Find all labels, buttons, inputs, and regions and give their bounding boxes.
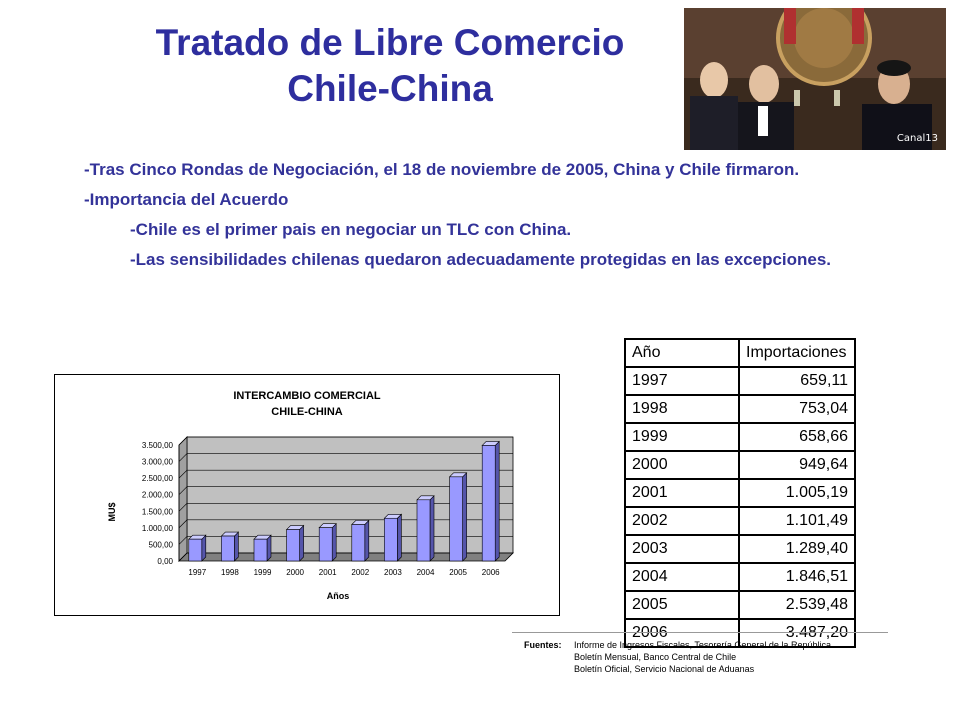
- cell-year: 1999: [625, 423, 739, 451]
- chart-container: [54, 374, 560, 616]
- cell-year: 2002: [625, 507, 739, 535]
- bar-side: [202, 535, 206, 561]
- cell-imports: 3.487,20: [739, 619, 855, 647]
- cell-imports: 1.005,19: [739, 479, 855, 507]
- bullet-importance: -Importancia del Acuerdo: [84, 190, 289, 209]
- bar-side: [495, 441, 499, 561]
- table-header-row: [625, 339, 855, 367]
- cell-imports: 949,64: [739, 451, 855, 479]
- y-tick-label: 1.000,00: [141, 523, 173, 533]
- y-tick-label: 1.500,00: [141, 507, 173, 517]
- table-row: [625, 367, 855, 395]
- sources-footer: [512, 632, 888, 675]
- cell-imports: 659,11: [739, 367, 855, 395]
- bar: [482, 445, 495, 561]
- x-tick-label: 2000: [286, 568, 304, 577]
- table-row: [625, 535, 855, 563]
- source-item: Informe de Ingresos Fiscales, Tesorería General de la República.: [574, 640, 834, 650]
- x-tick-label: 2004: [416, 568, 435, 577]
- plot-side-wall: [179, 437, 187, 561]
- title-line-2: Chile-China: [287, 68, 493, 109]
- x-tick-label: 2005: [449, 568, 467, 577]
- table-row: [625, 423, 855, 451]
- y-tick-label: 3.500,00: [141, 441, 173, 450]
- cell-imports: 1.289,40: [739, 535, 855, 563]
- bar: [450, 477, 463, 561]
- x-tick-label: 2003: [384, 568, 402, 577]
- sources-label: Fuentes:: [524, 640, 562, 650]
- cell-imports: 658,66: [739, 423, 855, 451]
- y-axis-label: MU$: [107, 502, 117, 522]
- bullet-first-country: -Chile es el primer pais en negociar un TLC con China.: [130, 220, 572, 239]
- bar-side: [234, 532, 238, 561]
- header-year: Año: [625, 339, 739, 367]
- x-tick-label: 2002: [351, 568, 370, 577]
- cell-year: 2006: [625, 619, 739, 647]
- chart-subtitle: CHILE-CHINA: [271, 406, 343, 418]
- chart-title: INTERCAMBIO COMERCIAL: [233, 390, 381, 402]
- bar-side: [430, 496, 434, 561]
- table-row: [625, 563, 855, 591]
- header-imports: Importaciones: [739, 339, 855, 367]
- photo-illustration: [684, 8, 946, 150]
- y-tick-label: 3.000,00: [141, 457, 173, 467]
- cell-imports: 2.539,48: [739, 591, 855, 619]
- cell-year: 2001: [625, 479, 739, 507]
- chart-marks: [142, 437, 513, 577]
- x-tick-label: 1999: [253, 568, 272, 577]
- bullet-list: [84, 158, 864, 278]
- bar-side: [332, 524, 336, 561]
- table-row: [625, 591, 855, 619]
- x-tick-label: 1998: [221, 568, 239, 577]
- bullet-sensitivities: -Las sensibilidades chilenas quedaron adecuadamente protegidas en las excepciones.: [130, 250, 832, 269]
- cell-year: 1998: [625, 395, 739, 423]
- bar-side: [267, 535, 271, 561]
- cell-year: 1997: [625, 367, 739, 395]
- bar: [221, 536, 234, 561]
- cell-imports: 1.846,51: [739, 563, 855, 591]
- bar-chart: [55, 375, 559, 615]
- x-tick-label: 1997: [188, 568, 207, 577]
- y-tick-label: 0,00: [157, 557, 173, 566]
- signing-photo: [684, 8, 946, 150]
- bar: [254, 539, 267, 561]
- bar: [417, 500, 430, 561]
- table-row: [625, 395, 855, 423]
- cell-imports: 1.101,49: [739, 507, 855, 535]
- bar-side: [463, 473, 467, 561]
- cell-year: 2004: [625, 563, 739, 591]
- bar-side: [397, 514, 401, 561]
- imports-table: [624, 338, 856, 648]
- cell-year: 2005: [625, 591, 739, 619]
- table-row: [625, 507, 855, 535]
- y-tick-label: 2.500,00: [141, 474, 173, 484]
- x-tick-label: 2006: [481, 568, 500, 577]
- source-item: Boletín Oficial, Servicio Nacional de Aduanas: [574, 664, 755, 674]
- table-row: [625, 451, 855, 479]
- bar-side: [365, 520, 369, 561]
- bar: [319, 528, 332, 561]
- cell-year: 2003: [625, 535, 739, 563]
- bullet-negotiation: -Tras Cinco Rondas de Negociación, el 18 de noviembre de 2005, China y Chile firmaron.: [84, 160, 800, 179]
- cell-imports: 753,04: [739, 395, 855, 423]
- bar: [189, 539, 202, 561]
- x-tick-label: 2001: [318, 568, 337, 577]
- slide-title: [60, 20, 720, 112]
- bar: [384, 518, 397, 561]
- table-row: [625, 479, 855, 507]
- bar-side: [300, 526, 304, 561]
- y-tick-label: 500,00: [148, 540, 173, 550]
- y-tick-label: 2.000,00: [141, 490, 173, 500]
- cell-year: 2000: [625, 451, 739, 479]
- x-axis-label: Años: [326, 591, 350, 601]
- title-line-1: Tratado de Libre Comercio: [155, 22, 625, 63]
- bar: [287, 530, 300, 561]
- bar: [352, 524, 365, 561]
- source-item: Boletín Mensual, Banco Central de Chile: [574, 652, 737, 662]
- photo-caption: Canal13: [896, 133, 938, 144]
